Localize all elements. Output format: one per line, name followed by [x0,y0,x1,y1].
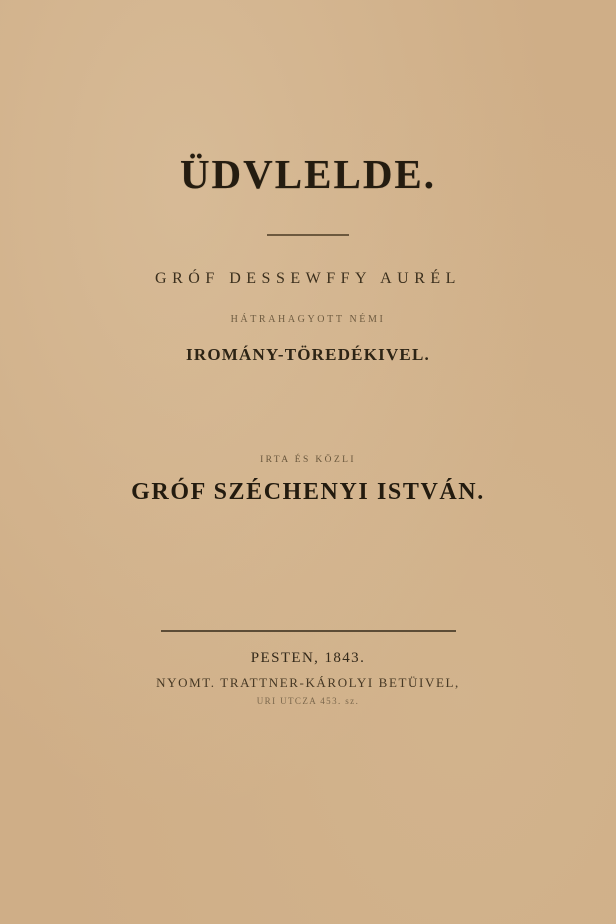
divider-long [161,630,456,632]
fragment-line: IROMÁNY-TÖREDÉKIVEL. [186,345,430,364]
author-name: GRÓF SZÉCHENYI ISTVÁN. [131,479,485,505]
imprint-printer: NYOMT. TRATTNER-KÁROLYI BETÜIVEL, [156,675,460,690]
imprint-place-year: PESTEN, 1843. [250,650,366,666]
imprint-address: URI UTCZA 453. sz. [256,696,360,706]
subject-line: GRÓF DESSEWFFY AURÉL [155,270,461,287]
divider-short [267,234,349,236]
page-title: ÜDVLELDE. [179,151,437,197]
secondary-line: HÁTRAHAGYOTT NÉMI [230,314,386,325]
byline-label: IRTA ÉS KÖZLI [260,455,356,465]
